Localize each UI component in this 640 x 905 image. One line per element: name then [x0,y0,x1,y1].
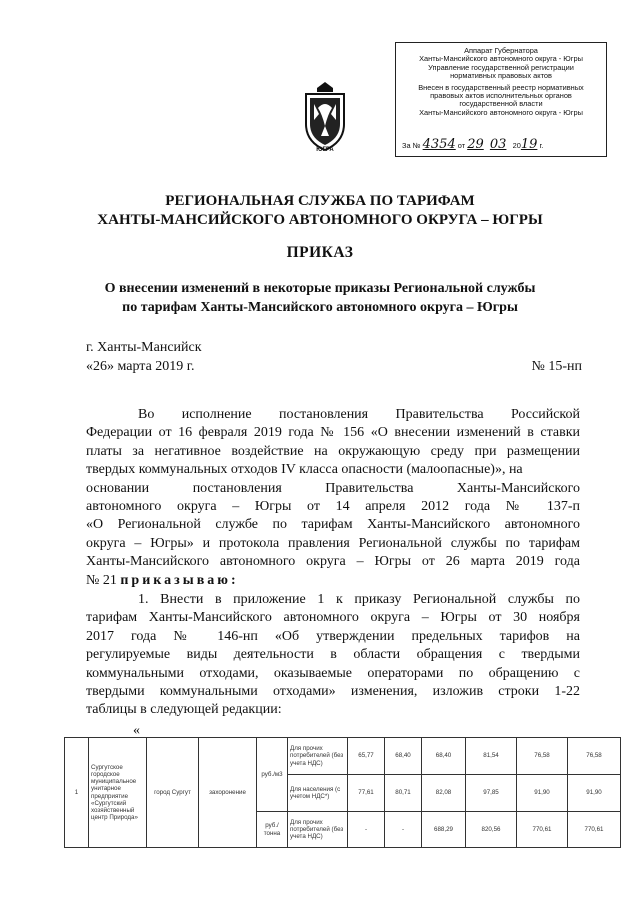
agency-name-line2: ХАНТЫ-МАНСИЙСКОГО АВТОНОМНОГО ОКРУГА – ЮГРЫ [97,212,543,228]
paragraph-preamble [86,406,580,590]
document-type: ПРИКАЗ [286,244,354,261]
value-cell: 97,85 [466,775,517,812]
emblem-caption: ЮГРА [316,147,334,153]
value-cell: 770,61 [568,812,621,848]
text-line: «О Региональной службе по тарифам Ханты-Мансийского автономного [86,517,580,533]
activity-cell: захоронение [199,738,257,848]
value-cell: 65,77 [348,738,385,775]
stamp-line: Ханты-Мансийского автономного округа - Югры [419,107,583,117]
text-line: таблицы в следующей редакции: [86,702,282,718]
document-subject-line2: по тарифам Ханты-Мансийского автономного округа – Югры [122,300,518,315]
stamp-line: нормативных правовых актов [450,71,552,81]
text-line: твердых коммунальных отходов IV класса опасности (малоопасные)», на [86,462,523,478]
stamp-line: Ханты-Мансийского автономного округа - Югры [419,54,583,64]
stamp-reg-from: от [457,140,466,150]
value-cell: 770,61 [517,812,568,848]
text-line: 1. Внести в приложение 1 к приказу Региональной службы по [138,592,580,607]
stamp-line: государственной власти [459,99,543,109]
stamp-reg-suffix: г. [539,140,544,150]
opening-quote: « [133,723,140,738]
organization-cell: Сургутское городское муниципальное унитарное предприятие «Сургутский хозяйственный центр Природа» [89,738,147,848]
text-line [86,572,580,590]
value-cell: 91,90 [568,775,621,812]
stamp-reg-year: 19 [520,136,538,152]
value-cell: 82,08 [422,775,466,812]
text-line: основании постановления Правительства Ханты-Мансийского [86,480,580,496]
registration-stamp [395,42,607,157]
value-cell: 68,40 [385,738,422,775]
order-word: приказываю: [120,572,239,588]
tariff-table [64,737,621,848]
agency-name-line1: РЕГИОНАЛЬНАЯ СЛУЖБА ПО ТАРИФАМ [165,193,475,209]
document-number: № 15-нп [531,359,582,374]
stamp-line: Аппарат Губернатора [464,46,538,55]
document-date: «26» марта 2019 г. [86,359,195,374]
unit-cell: руб./м3 [257,738,288,812]
text-line: платы за негативное воздействие на окружающую среду при размещении [86,443,580,459]
value-cell: 76,58 [568,738,621,775]
text-line: коммунальными отходами, оказываемые операторами по обращению с [86,665,580,681]
text-line: твердыми коммунальными отходами» изменения, изложив строки 1-22 [86,683,580,699]
document-subject-line1: О внесении изменений в некоторые приказы Региональной службы [104,281,536,296]
value-cell: 81,54 [466,738,517,775]
text-line: тарифам Ханты-Мансийского автономного округа – Югры от 30 ноября [86,610,580,626]
stamp-line: Внесен в государственный реестр нормативных [418,82,584,92]
stamp-line: Управление государственной регистрации [428,62,574,72]
stamp-reg-month: 03 [489,136,507,152]
consumer-cell: Для прочих потребителей (без учета НДС) [288,738,348,775]
stamp-reg-year-prefix: 20 [512,140,521,150]
consumer-cell: Для прочих потребителей (без учета НДС) [288,812,348,848]
value-cell: 688,29 [422,812,466,848]
value-cell: 820,56 [466,812,517,848]
value-cell: 80,71 [385,775,422,812]
value-cell: 91,90 [517,775,568,812]
value-cell: 77,61 [348,775,385,812]
text-line: регулируемые виды деятельности в области обращения с твердыми [86,647,580,663]
value-cell: - [348,812,385,848]
stamp-registration-line [402,136,602,152]
consumer-cell: Для населения (с учетом НДС*) [288,775,348,812]
text-line: Ханты-Мансийского автономного округа – Югры от 26 марта 2019 года [86,554,580,570]
unit-cell: руб./тонна [257,812,288,848]
text-line: автономного округа – Югры от 14 апреля 2012 года № 137-п [86,498,580,514]
text-line: 2017 года № 146-нп «Об утверждении предельных тарифов на [86,628,580,644]
coat-of-arms-icon [300,80,350,152]
stamp-reg-prefix: За № [402,140,421,150]
text-line: округа – Югры» и протокола правления Региональной службы по тарифам [86,535,580,551]
value-cell: 76,58 [517,738,568,775]
row-number: 1 [65,738,89,848]
value-cell: - [385,812,422,848]
value-cell: 68,40 [422,738,466,775]
text-line: Во исполнение постановления Правительства Российской [138,407,580,422]
text-line: Федерации от 16 февраля 2019 года № 156 «О внесении изменений в ставки [86,425,580,441]
order-number: № 21 [86,572,121,588]
document-city: г. Ханты-Мансийск [86,340,202,355]
stamp-reg-day: 29 [467,136,484,152]
table-row [65,738,621,775]
paragraph-item-1 [86,591,580,720]
stamp-reg-number: 4354 [422,136,456,152]
city-cell: город Сургут [147,738,199,848]
stamp-line: правовых актов исполнительных органов [430,91,572,101]
